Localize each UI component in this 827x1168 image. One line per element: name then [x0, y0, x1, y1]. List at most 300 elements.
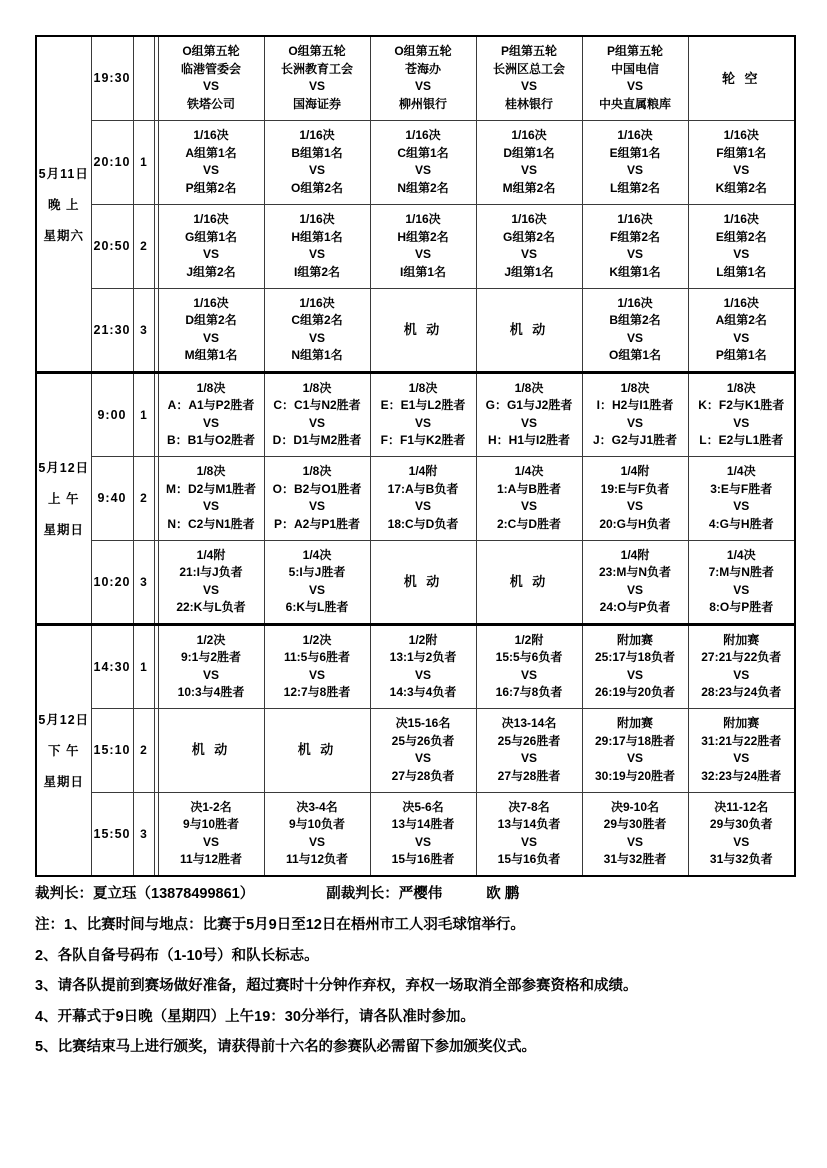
match-line: 32:23与24胜者 [701, 768, 782, 783]
table-row [36, 456, 795, 540]
match-line: 苍海办 [404, 61, 441, 76]
match-line: 1/16决 [511, 212, 547, 226]
match-line: 机 动 [509, 573, 549, 589]
match-line: C组第1名 [397, 145, 449, 160]
match-line: 25:17与18负者 [594, 650, 676, 664]
match-line: VS [202, 330, 219, 345]
match-line: 9:1与2胜者 [180, 650, 242, 664]
match-line: 21:I与J负者 [179, 565, 243, 579]
match-line: B：B1与O2胜者 [166, 433, 255, 447]
match-cell [264, 120, 370, 204]
match-line: VS [308, 582, 325, 597]
match-line: 1/16决 [511, 128, 547, 142]
match-line: 7:M与N胜者 [708, 565, 774, 579]
match-line: 13:1与2负者 [389, 650, 457, 664]
match-line: 1/8决 [726, 380, 756, 395]
match-line: K组第2名 [715, 180, 767, 195]
match-cell [476, 120, 582, 204]
match-line: 1/16决 [193, 128, 229, 142]
match-line: 1/8决 [302, 380, 332, 395]
deputy-referee: 副裁判长：严樱伟 [326, 886, 443, 902]
match-line: 1/4决 [726, 547, 756, 562]
match-cell [688, 792, 795, 876]
time-cell: 19:30 [91, 36, 133, 120]
sequence-cell: 2 [133, 204, 154, 288]
match-line: O组第2名 [290, 180, 343, 195]
match-line: A：A1与P2胜者 [167, 398, 255, 412]
match-line: VS [733, 163, 750, 177]
match-line: VS [520, 834, 537, 849]
match-line: A组第1名 [185, 145, 237, 160]
match-line: H组第1名 [291, 229, 343, 244]
match-cell [582, 624, 688, 708]
date-cell [36, 36, 91, 372]
sequence-cell: 1 [133, 120, 154, 204]
match-line: 26:19与20负者 [594, 685, 676, 699]
time-cell: 21:30 [91, 288, 133, 372]
match-line: G组第2名 [502, 229, 555, 244]
match-line: 1/8决 [620, 380, 650, 395]
match-line: E组第2名 [715, 229, 767, 244]
match-line: 1/16决 [617, 128, 653, 142]
match-cell [264, 792, 370, 876]
match-line: 1/8决 [408, 380, 438, 395]
match-line: VS [626, 415, 643, 430]
match-cell [158, 456, 264, 540]
match-line: 1/8决 [196, 464, 226, 478]
match-cell [476, 624, 582, 708]
match-line: 决11-12名 [714, 799, 769, 814]
sequence-cell: 3 [133, 540, 154, 624]
match-line: 13与14胜者 [391, 817, 455, 832]
match-line: J组第2名 [186, 264, 236, 279]
match-line: VS [520, 751, 537, 765]
match-line: VS [308, 667, 325, 682]
match-line: 机 动 [403, 321, 443, 337]
match-cell [370, 540, 476, 624]
deputy-referee-2: 欧 鹏 [486, 886, 520, 902]
match-line: G：G1与J2胜者 [485, 398, 573, 412]
match-cell [370, 120, 476, 204]
match-line: 25与26负者 [391, 733, 455, 748]
match-line: 22:K与L负者 [176, 600, 246, 614]
match-line: E：E1与L2胜者 [380, 398, 466, 412]
match-cell [158, 792, 264, 876]
match-line: 机 动 [403, 573, 443, 589]
match-cell [158, 540, 264, 624]
match-line: 20:G与H负者 [599, 516, 671, 531]
match-cell [582, 456, 688, 540]
match-line: 1:A与B胜者 [496, 481, 561, 496]
sequence-cell: 2 [133, 456, 154, 540]
date-line: 上 午 [48, 492, 80, 506]
match-line: 19:E与F负者 [600, 481, 670, 496]
match-line: 1/2附 [408, 632, 438, 647]
match-line: VS [202, 163, 219, 177]
match-line: 15:5与6负者 [495, 650, 563, 664]
match-line: 4:G与H胜者 [708, 516, 774, 531]
match-cell [264, 708, 370, 792]
table-row [36, 540, 795, 624]
match-cell [158, 708, 264, 792]
time-cell: 15:10 [91, 708, 133, 792]
match-line: 6:K与L胜者 [285, 600, 349, 614]
match-line: C：C1与N2胜者 [273, 398, 361, 412]
match-cell [476, 456, 582, 540]
match-line: I：H2与I1胜者 [596, 398, 674, 412]
match-line: 临港管委会 [180, 61, 241, 76]
match-line: 1/16决 [723, 128, 759, 142]
match-line: D组第1名 [503, 145, 555, 160]
date-line: 5月12日 [38, 713, 90, 728]
match-line: 27与28负者 [391, 768, 455, 783]
match-line: VS [202, 667, 219, 682]
match-line: VS [414, 499, 431, 513]
match-line: 1/4决 [726, 464, 756, 478]
match-cell [264, 372, 370, 456]
match-line: 9与10负者 [288, 817, 346, 832]
match-cell [476, 792, 582, 876]
match-cell [476, 708, 582, 792]
match-line: 11:5与6胜者 [283, 650, 351, 664]
match-line: VS [414, 163, 431, 177]
match-cell [264, 288, 370, 372]
match-line: 1/16决 [299, 295, 335, 310]
match-line: 5:I与J胜者 [288, 565, 346, 579]
match-cell [582, 708, 688, 792]
match-line: 铁塔公司 [186, 96, 235, 111]
match-line: 31与32负者 [709, 852, 773, 867]
date-cell [36, 624, 91, 876]
match-line: VS [626, 667, 643, 682]
date-line: 星期日 [43, 523, 84, 537]
match-line: VS [202, 247, 219, 261]
match-cell [370, 288, 476, 372]
table-row [36, 792, 795, 876]
match-line: 国海证券 [292, 96, 341, 111]
match-line: 1/16决 [193, 295, 229, 310]
match-line: 柳州银行 [398, 96, 447, 111]
match-line: 1/4附 [620, 547, 650, 562]
match-line: 15与16胜者 [391, 852, 455, 867]
match-line: 16:7与8负者 [495, 685, 563, 699]
match-cell [264, 624, 370, 708]
match-line: 11与12胜者 [179, 852, 243, 867]
match-cell [688, 120, 795, 204]
match-line: 决13-14名 [501, 716, 557, 730]
match-line: N：C2与N1胜者 [167, 516, 255, 531]
match-line: 23:M与N负者 [598, 565, 671, 579]
match-line: 决15-16名 [395, 716, 451, 730]
sequence-cell: 3 [133, 288, 154, 372]
match-cell [582, 540, 688, 624]
match-line: VS [626, 163, 643, 177]
note-line: 2、各队自备号码布（1-10号）和队长标志。 [35, 947, 319, 964]
match-line: D组第2名 [185, 313, 237, 327]
match-line: VS [202, 499, 219, 513]
match-line: VS [626, 79, 643, 94]
match-line: VS [626, 751, 643, 765]
match-line: F：F1与K2胜者 [380, 433, 466, 447]
match-line: VS [733, 667, 750, 682]
match-line: 28:23与24负者 [701, 685, 782, 699]
match-line: 1/16决 [193, 212, 229, 226]
match-line: 桂林银行 [504, 96, 553, 111]
match-line: VS [414, 834, 431, 849]
match-cell [582, 36, 688, 120]
match-cell [476, 540, 582, 624]
match-line: 中央直属粮库 [598, 96, 671, 111]
table-row [36, 288, 795, 372]
match-line: O组第五轮 [288, 44, 346, 59]
match-line: 30:19与20胜者 [594, 768, 676, 783]
match-line: E组第1名 [609, 145, 661, 160]
match-line: O：B2与O1胜者 [272, 481, 362, 496]
match-line: VS [733, 582, 750, 597]
match-line: F组第2名 [609, 229, 660, 244]
match-line: 17:A与B负者 [387, 481, 459, 496]
match-line: VS [520, 163, 537, 177]
match-line: 15与16负者 [497, 852, 561, 867]
match-line: VS [308, 163, 325, 177]
match-line: L组第1名 [716, 264, 767, 279]
time-cell: 9:40 [91, 456, 133, 540]
match-cell [688, 204, 795, 288]
match-line: VS [733, 834, 750, 849]
match-line: 1/16决 [617, 212, 653, 226]
match-line: O组第1名 [608, 348, 661, 362]
date-cell [36, 372, 91, 624]
match-line: VS [202, 834, 219, 849]
match-line: J：G2与J1胜者 [592, 433, 678, 447]
time-cell: 10:20 [91, 540, 133, 624]
match-line: 1/2附 [514, 632, 544, 647]
match-line: 1/16决 [405, 212, 441, 226]
table-row [36, 372, 795, 456]
match-cell [158, 624, 264, 708]
match-line: 1/8决 [514, 380, 544, 395]
match-line: M：D2与M1胜者 [165, 481, 256, 496]
match-line: F组第1名 [716, 145, 767, 160]
match-line: J组第1名 [504, 264, 554, 279]
match-cell [688, 624, 795, 708]
match-line: 1/8决 [196, 380, 226, 395]
match-line: VS [626, 247, 643, 261]
match-line: 31:21与22胜者 [701, 733, 782, 748]
match-line: L：E2与L1胜者 [699, 433, 784, 447]
match-cell [688, 456, 795, 540]
match-cell [264, 204, 370, 288]
match-line: B组第1名 [291, 145, 343, 160]
match-line: 决9-10名 [610, 799, 660, 814]
match-line: VS [308, 330, 325, 345]
match-line: 1/16决 [617, 295, 653, 310]
match-line: 29与30负者 [709, 817, 773, 832]
match-cell [158, 204, 264, 288]
match-cell [370, 36, 476, 120]
match-line: 1/16决 [299, 128, 335, 142]
match-line: VS [520, 499, 537, 513]
sequence-cell: 2 [133, 708, 154, 792]
match-line: I组第2名 [293, 264, 340, 279]
match-line: VS [626, 834, 643, 849]
match-line: 1/2决 [196, 632, 226, 647]
match-line: 附加赛 [616, 716, 653, 730]
match-line: VS [202, 582, 219, 597]
match-line: 附加赛 [723, 632, 760, 647]
match-line: 3:E与F胜者 [710, 481, 773, 496]
match-cell [158, 120, 264, 204]
document-footer [35, 884, 795, 1068]
match-line: 27:21与22负者 [701, 650, 782, 664]
match-line: 机 动 [191, 742, 231, 758]
match-line: 13与14负者 [497, 817, 561, 832]
match-line: VS [733, 247, 750, 261]
match-line: P：A2与P1胜者 [273, 516, 361, 531]
match-cell [582, 120, 688, 204]
table-row [36, 624, 795, 708]
match-cell [582, 372, 688, 456]
match-line: 附加赛 [723, 716, 760, 730]
match-line: 决7-8名 [508, 799, 550, 814]
match-line: 31与32胜者 [603, 852, 667, 867]
match-line: H：H1与I2胜者 [487, 433, 570, 447]
note-line: 4、开幕式于9日晚（星期四）上午19：30分举行，请各队准时参加。 [35, 1008, 475, 1025]
match-cell [158, 372, 264, 456]
match-line: VS [626, 582, 643, 597]
match-line: 1/4决 [514, 464, 544, 478]
match-line: 29与30胜者 [603, 817, 667, 832]
match-line: H组第2名 [397, 229, 449, 244]
match-line: VS [733, 330, 750, 345]
match-line: 25与26胜者 [497, 733, 561, 748]
schedule-table-body [36, 36, 795, 876]
match-line: VS [733, 751, 750, 765]
match-line: 1/16决 [405, 128, 441, 142]
match-cell [370, 372, 476, 456]
time-cell: 14:30 [91, 624, 133, 708]
match-line: 11与12负者 [285, 852, 349, 867]
match-line: VS [414, 247, 431, 261]
match-line: 24:O与P负者 [599, 600, 671, 614]
match-line: VS [308, 415, 325, 430]
match-line: 轮 空 [721, 70, 761, 86]
match-line: VS [520, 667, 537, 682]
date-line: 5月11日 [38, 166, 89, 181]
match-line: M组第1名 [184, 348, 238, 362]
match-cell [158, 36, 264, 120]
chief-referee: 裁判长：夏立珏（13878499861） [35, 886, 255, 902]
match-line: 长洲教育工会 [280, 61, 353, 76]
time-cell: 15:50 [91, 792, 133, 876]
sequence-cell: 1 [133, 372, 154, 456]
time-cell: 20:10 [91, 120, 133, 204]
time-cell: 9:00 [91, 372, 133, 456]
match-cell [688, 36, 795, 120]
match-cell [582, 792, 688, 876]
match-line: A组第2名 [715, 313, 767, 327]
match-line: 附加赛 [616, 632, 653, 647]
match-line: 1/16决 [723, 295, 759, 310]
match-line: 长洲区总工会 [492, 61, 565, 76]
match-line: P组第五轮 [606, 44, 663, 59]
date-line: 晚 上 [48, 197, 80, 212]
match-line: D：D1与M2胜者 [272, 433, 362, 447]
match-line: VS [414, 751, 431, 765]
match-line: 1/16决 [723, 212, 759, 226]
match-cell [158, 288, 264, 372]
match-cell [476, 372, 582, 456]
referee-line [35, 884, 795, 904]
match-line: P组第1名 [715, 348, 767, 362]
table-row [36, 204, 795, 288]
match-cell [688, 540, 795, 624]
match-line: 29:17与18胜者 [594, 733, 676, 748]
note-line: 5、比赛结束马上进行颁奖，请获得前十六名的参赛队必需留下参加颁奖仪式。 [35, 1039, 537, 1055]
match-line: 10:3与4胜者 [177, 685, 245, 699]
date-line: 下 午 [48, 744, 80, 759]
match-line: VS [202, 79, 219, 94]
match-line: 12:7与8胜者 [283, 685, 351, 699]
notes-list [35, 915, 795, 1057]
match-line: K组第1名 [609, 264, 661, 279]
match-line: O组第五轮 [182, 44, 240, 59]
match-line: 决3-4名 [296, 799, 338, 814]
date-line: 星期日 [43, 775, 84, 790]
match-line: VS [626, 499, 643, 513]
match-line: VS [733, 415, 750, 430]
match-cell [264, 456, 370, 540]
match-line: 决5-6名 [402, 799, 444, 814]
match-line: G组第1名 [184, 229, 237, 244]
match-cell [688, 372, 795, 456]
match-line: 机 动 [509, 321, 549, 337]
match-line: N组第2名 [397, 180, 449, 195]
match-line: 8:O与P胜者 [709, 600, 774, 614]
time-cell: 20:50 [91, 204, 133, 288]
match-cell [476, 288, 582, 372]
match-line: C组第2名 [291, 313, 343, 327]
match-line: P组第五轮 [500, 44, 557, 59]
match-cell [476, 204, 582, 288]
table-row [36, 708, 795, 792]
match-cell [582, 204, 688, 288]
match-line: VS [414, 79, 431, 94]
match-line: L组第2名 [609, 180, 660, 195]
match-line: VS [308, 79, 325, 94]
sequence-cell [133, 36, 154, 120]
match-line: 1/4决 [302, 547, 332, 562]
match-line: 机 动 [297, 742, 337, 758]
note-line: 3、请各队提前到赛场做好准备，超过赛时十分钟作弃权，弃权一场取消全部参赛资格和成绩。 [35, 978, 638, 994]
match-cell [264, 540, 370, 624]
sequence-cell: 1 [133, 624, 154, 708]
match-line: VS [308, 499, 325, 513]
match-cell [370, 792, 476, 876]
match-line: 1/2决 [302, 632, 332, 647]
match-line: VS [308, 247, 325, 261]
match-line: VS [308, 834, 325, 849]
match-line: VS [733, 499, 750, 513]
match-line: 9与10胜者 [182, 817, 240, 832]
match-line: B组第2名 [609, 313, 661, 327]
match-line: M组第2名 [502, 180, 556, 195]
match-line: K：F2与K1胜者 [698, 398, 785, 412]
match-cell [264, 36, 370, 120]
table-row [36, 36, 795, 120]
match-cell [688, 288, 795, 372]
note-line: 注：1、比赛时间与地点：比赛于5月9日至12日在梧州市工人羽毛球馆举行。 [35, 917, 525, 933]
